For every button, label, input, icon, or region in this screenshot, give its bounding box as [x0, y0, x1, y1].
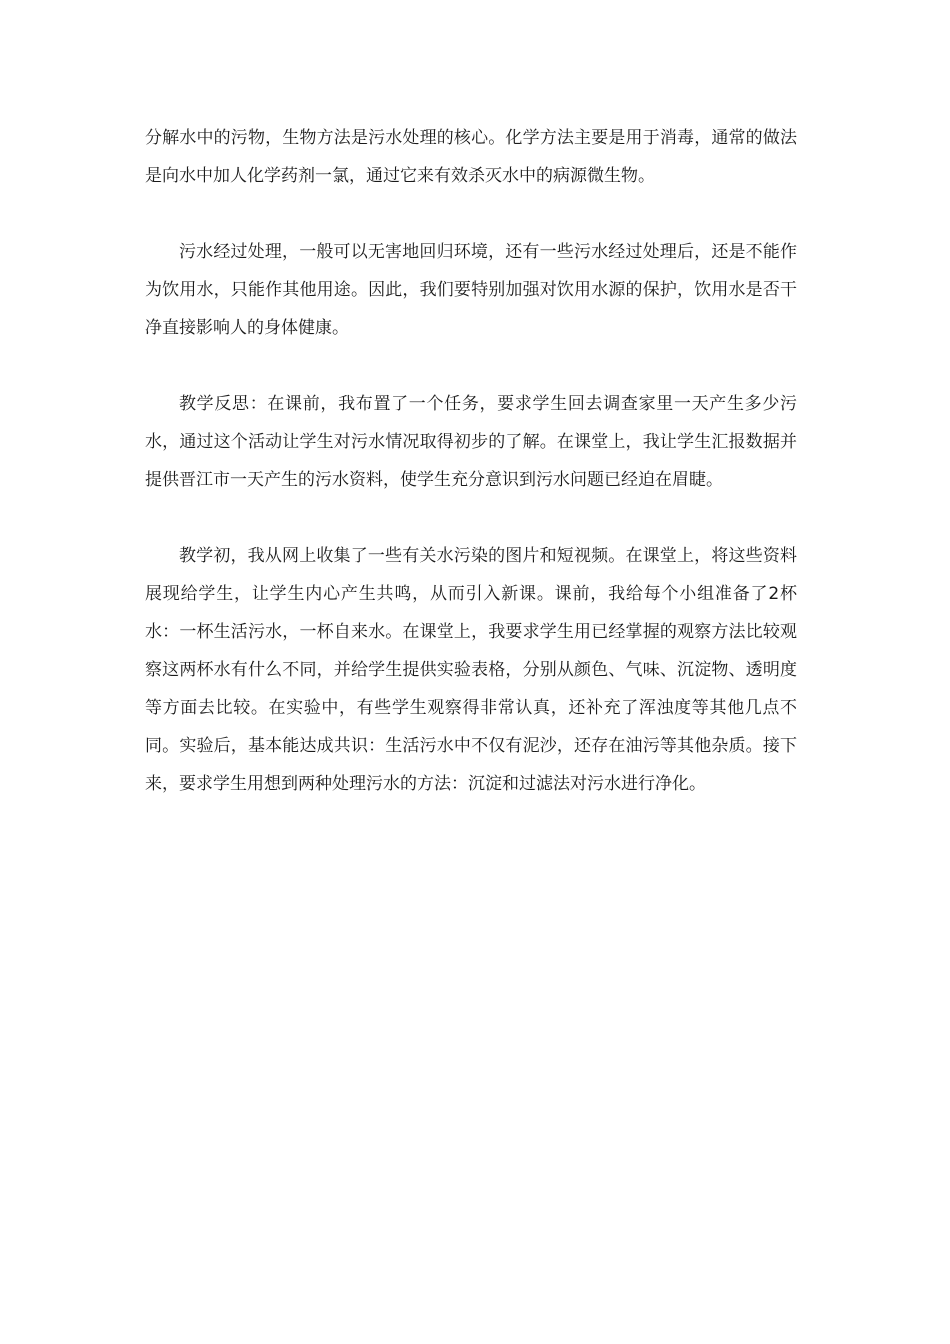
document-body: [145, 119, 797, 841]
paragraph-1: 分解水中的污物，生物方法是污水处理的核心。化学方法主要是用于消毒，通常的做法是向水中加人化学药剂一氯，通过它来有效杀灭水中的病源微生物。: [145, 128, 797, 186]
paragraph-3: 教学反思：在课前，我布置了一个任务，要求学生回去调查家里一天产生多少污水，通过这个活动让学生对污水情况取得初步的了解。在课堂上，我让学生汇报数据并提供晋江市一天产生的污水资料，使学生充分意识到污水问题已经迫在眉睫。: [145, 394, 797, 490]
paragraph-4: 教学初，我从网上收集了一些有关水污染的图片和短视频。在课堂上，将这些资料展现给学生，让学生内心产生共鸣，从而引入新课。课前，我给每个小组准备了2杯水：一杯生活污水，一杯自来水。在课堂上，我要求学生用已经掌握的观察方法比较观察这两杯水有什么不同，并给学生提供实验表格，分别从颜色、气味、沉淀物、透明度等方面去比较。在实验中，有些学生观察得非常认真，还补充了浑浊度等其他几点不同。实验后，基本能达成共识：生活污水中不仅有泥沙，还存在油污等其他杂质。接下来，要求学生用想到两种处理污水的方法：沉淀和过滤法对污水进行净化。: [145, 546, 797, 794]
paragraph-2: 污水经过处理，一般可以无害地回归环境，还有一些污水经过处理后，还是不能作为饮用水，只能作其他用途。因此，我们要特别加强对饮用水源的保护，饮用水是否干净直接影响人的身体健康。: [145, 242, 797, 338]
